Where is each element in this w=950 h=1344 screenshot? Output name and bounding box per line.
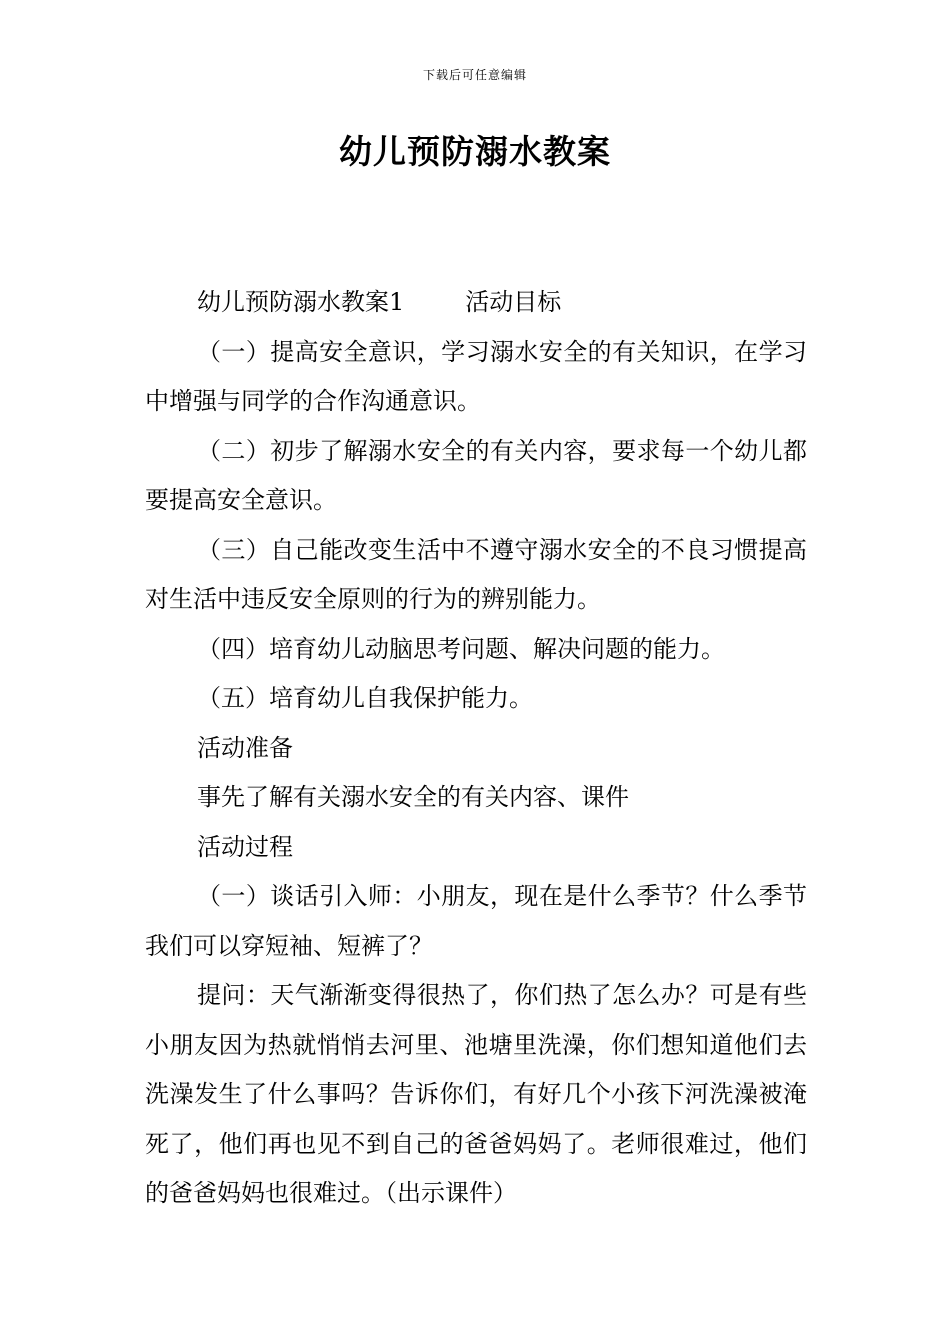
paragraph: （四）培育幼儿动脑思考问题、解决问题的能力。 [197, 634, 725, 663]
document-body [145, 278, 807, 1219]
document-title: 幼儿预防溺水教案 [339, 132, 611, 171]
section-heading: 活动过程 [197, 832, 293, 861]
section-heading: 活动准备 [197, 733, 293, 762]
paragraph: （三）自己能改变生活中不遵守溺水安全的不良习惯提高对生活中违反安全原则的行为的辨别能力。 [145, 535, 807, 613]
paragraph: （一）谈话引入师：小朋友，现在是什么季节？什么季节我们可以穿短袖、短裤了？ [145, 882, 807, 960]
header-note: 下载后可任意编辑 [422, 68, 527, 82]
paragraph: 事先了解有关溺水安全的有关内容、课件 [197, 783, 629, 811]
paragraph: （一）提高安全意识，学习溺水安全的有关知识，在学习中增强与同学的合作沟通意识。 [145, 337, 807, 415]
paragraph: 提问：天气渐渐变得很热了，你们热了怎么办？可是有些小朋友因为热就悄悄去河里、池塘里洗澡，你们想知道他们去洗澡发生了什么事吗？告诉你们，有好几个小孩下河洗澡被淹死了，他们再也见不到自己的爸爸妈妈了。老师很难过，他们的爸爸妈妈也很难过。（出示课件） [145, 981, 807, 1207]
paragraph: （二）初步了解溺水安全的有关内容，要求每一个幼儿都要提高安全意识。 [145, 436, 807, 514]
paragraph-heading: 幼儿预防溺水教案1 活动目标 [197, 288, 562, 316]
paragraph: （五）培育幼儿自我保护能力。 [197, 684, 533, 712]
